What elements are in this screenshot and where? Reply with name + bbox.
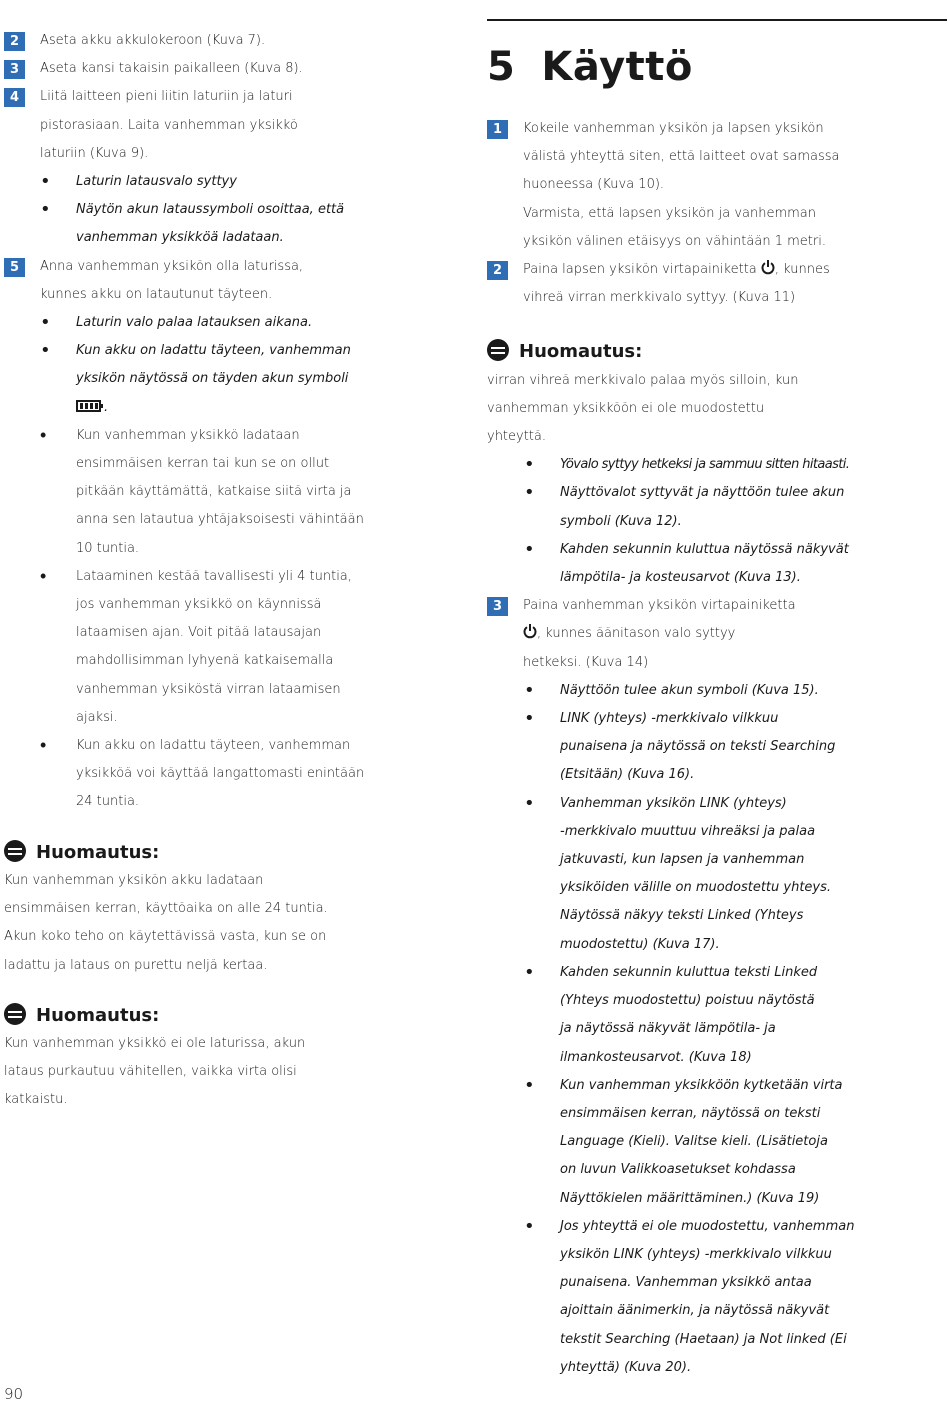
- step-text: , kunnes äänitason valo syttyy: [537, 626, 736, 642]
- list-item-text: Näytössä näkyy teksti Linked (Yhteys: [560, 908, 804, 924]
- list-item-text: yhteyttä) (Kuva 20).: [560, 1359, 692, 1375]
- list-item-text: anna sen latautua yhtäjaksoisesti vähintään: [76, 512, 364, 528]
- list-item-text: • Näyttövalot syttyvät ja näyttöön tulee akun: [560, 485, 845, 501]
- step-5: [4, 253, 466, 309]
- note-text: vanhemman yksikköön ei ole muodostettu: [487, 400, 765, 416]
- power-icon: [761, 259, 775, 275]
- list-item: [4, 422, 466, 563]
- list-item-text: • Yövalo syttyy hetkeksi ja sammuu sitten hitaasti.: [560, 457, 850, 473]
- list-item-text: • Kun akku on ladattu täyteen, vanhemman: [76, 343, 351, 359]
- step-text: Paina lapsen yksikön virtapainiketta: [523, 262, 761, 278]
- list-item-text: • Kun vanhemman yksikkö ladataan: [76, 427, 300, 443]
- right-column: [487, 0, 947, 1382]
- list-item-text: • Jos yhteyttä ei ole muodostettu, vanhemman: [560, 1218, 855, 1234]
- list-item: [487, 790, 947, 959]
- list-item: [487, 1213, 947, 1382]
- list-item-text: jatkuvasti, kun lapsen ja vanhemman: [560, 852, 805, 868]
- list-item-text: vanhemman yksikköä ladataan.: [76, 230, 284, 246]
- list-item-text: yksikön näytössä on täyden akun symboli: [76, 371, 349, 387]
- list-item: [4, 732, 466, 817]
- note-text: Kun vanhemman yksikkö ei ole laturissa, akun: [4, 1035, 306, 1051]
- power-icon: [523, 623, 537, 639]
- note-title: Huomautus:: [36, 841, 160, 863]
- list-item-text: tekstit Searching (Haetaan) ja Not linked (Ei: [560, 1331, 847, 1347]
- step-number-badge: 2: [4, 32, 25, 51]
- step-text: huoneessa (Kuva 10).: [523, 177, 665, 193]
- note-text: lataus purkautuu vähitellen, vaikka virta olisi: [4, 1064, 297, 1080]
- note-text: ensimmäisen kerran, käyttöaika on alle 24 tuntia.: [4, 901, 328, 917]
- step-text: välistä yhteyttä siten, että laitteet ovat samassa: [523, 149, 840, 165]
- list-item-text: mahdollisimman lyhyenä katkaisemalla: [76, 653, 334, 669]
- list-item-text: (Etsitään) (Kuva 16).: [560, 767, 695, 783]
- step-text: pistorasiaan. Laita vanhemman yksikkö: [40, 117, 298, 133]
- step-number-badge: 3: [4, 60, 25, 79]
- note-text: Kun vanhemman yksikön akku ladataan: [4, 872, 264, 888]
- section-rule: [487, 19, 947, 21]
- step-text: hetkeksi. (Kuva 14): [523, 654, 649, 670]
- list-item: [4, 196, 466, 252]
- step-number-badge: 1: [487, 120, 508, 139]
- list-item-text: • Laturin valo palaa latauksen aikana.: [76, 315, 313, 331]
- list-item-text: yksiköiden välille on muodostettu yhteys.: [560, 880, 832, 896]
- list-item-text: yksikön LINK (yhteys) -merkkivalo vilkkuu: [560, 1246, 832, 1262]
- list-item-text: ensimmäisen kerran, näytössä on teksti: [560, 1105, 821, 1121]
- note-text: virran vihreä merkkivalo palaa myös silloin, kun: [487, 372, 799, 388]
- list-item-text: • Kun akku on ladattu täyteen, vanhemman: [76, 738, 351, 754]
- list-item: [487, 959, 947, 1072]
- list-item-text: vanhemman yksiköstä virran lataamisen: [76, 681, 341, 697]
- note-body: [487, 367, 947, 452]
- list-item-text: 24 tuntia.: [76, 794, 140, 810]
- list-item: [4, 309, 466, 337]
- list-item-text: (Yhteys muodostettu) poistuu näytöstä: [560, 993, 815, 1009]
- list-item-text: • Laturin latausvalo syttyy: [76, 174, 237, 190]
- note-icon: [4, 840, 26, 862]
- section-number: 5: [487, 44, 516, 90]
- list-item-text: ilmankosteusarvot. (Kuva 18): [560, 1049, 752, 1065]
- list-item: [487, 677, 947, 705]
- list-item-text: Language (Kieli). Valitse kieli. (Lisätietoja: [560, 1134, 828, 1150]
- note-icon: [487, 339, 509, 361]
- list-item-text: punaisena ja näytössä on teksti Searching: [560, 739, 836, 755]
- list-item-text: • Kahden sekunnin kuluttua teksti Linked: [560, 964, 818, 980]
- list-item-text: Näyttökielen määrittäminen.) (Kuva 19): [560, 1190, 820, 1206]
- list-item-text: jos vanhemman yksikkö on käynnissä: [76, 597, 322, 613]
- note-text: yhteyttä.: [487, 429, 547, 445]
- step-text: Paina vanhemman yksikön virtapainiketta: [523, 598, 796, 614]
- step-text: Anna vanhemman yksikön olla laturissa,: [40, 258, 304, 274]
- list-item: [487, 479, 947, 535]
- list-item: [4, 563, 466, 732]
- note-body: [4, 867, 466, 980]
- list-item-text: symboli (Kuva 12).: [560, 513, 682, 529]
- note-text: katkaistu.: [4, 1092, 68, 1108]
- step-text: Aseta kansi takaisin paikalleen (Kuva 8).: [40, 61, 303, 77]
- list-item-text: • Lataaminen kestää tavallisesti yli 4 tuntia,: [76, 568, 352, 584]
- list-item-text: • Näyttöön tulee akun symboli (Kuva 15).: [560, 682, 819, 698]
- step-text: Kokeile vanhemman yksikön ja lapsen yksikön: [523, 121, 824, 136]
- list-item: [487, 536, 947, 592]
- list-item-text: ajoittain äänimerkin, ja näytössä näkyvät: [560, 1303, 830, 1319]
- list-item: [4, 168, 466, 196]
- step-text: yksikön välinen etäisyys on vähintään 1 metri.: [523, 233, 826, 249]
- page-number: 90: [4, 1385, 24, 1403]
- note-icon: [4, 1003, 26, 1025]
- step-3: [4, 55, 466, 83]
- list-item-text: ajaksi.: [76, 709, 118, 725]
- step-text-line: [523, 620, 947, 648]
- step-text: laturiin (Kuva 9).: [40, 145, 149, 161]
- list-item: [4, 337, 466, 422]
- list-item: [487, 451, 947, 479]
- list-item-text: • Kun vanhemman yksikköön kytketään virta: [560, 1077, 843, 1093]
- list-item-text: .: [104, 399, 109, 415]
- note-block: [487, 338, 947, 451]
- note-title: Huomautus:: [519, 341, 643, 363]
- list-item-text: lämpötila- ja kosteusarvot (Kuva 13).: [560, 570, 801, 586]
- step-text: vihreä virran merkkivalo syttyy. (Kuva 11): [523, 290, 796, 306]
- list-item-text: punaisena. Vanhemman yksikkö antaa: [560, 1275, 812, 1291]
- step-2: [4, 27, 466, 55]
- step-text: kunnes akku on latautunut täyteen.: [40, 286, 273, 302]
- step-text-line: [523, 256, 947, 284]
- note-text: ladattu ja lataus on purettu neljä kertaa.: [4, 957, 268, 973]
- list-item-text: on luvun Valikkoasetukset kohdassa: [560, 1162, 796, 1178]
- step-3: [487, 592, 947, 677]
- list-item: [487, 1072, 947, 1213]
- bullet-list: [487, 451, 947, 592]
- list-item-text: ja näytössä näkyvät lämpötila- ja: [560, 1021, 776, 1037]
- list-item-text: • Vanhemman yksikön LINK (yhteys): [560, 795, 787, 811]
- step-number-badge: 4: [4, 88, 25, 107]
- list-item-text: • Kahden sekunnin kuluttua näytössä näkyvät: [560, 541, 849, 557]
- bullet-list: [487, 677, 947, 1382]
- step-number-badge: 2: [487, 261, 508, 280]
- step-1: [487, 115, 947, 256]
- list-item-text: yksikköä voi käyttää langattomasti enintään: [76, 766, 365, 782]
- note-heading: [4, 1002, 466, 1030]
- list-item-text: pitkään käyttämättä, katkaise siitä virta ja: [76, 484, 352, 500]
- list-item-text: muodostettu) (Kuva 17).: [560, 936, 720, 952]
- note-heading: [4, 839, 466, 867]
- list-item: [487, 705, 947, 790]
- bullet-list: [4, 309, 466, 817]
- section-title: Käyttö: [541, 44, 693, 90]
- note-block: [4, 839, 466, 980]
- step-4: [4, 83, 466, 168]
- list-item-text: • Näytön akun lataussymboli osoittaa, että: [76, 202, 345, 218]
- list-item-text: lataamisen ajan. Voit pitää latausajan: [76, 625, 322, 641]
- list-item-text: ensimmäisen kerran tai kun se on ollut: [76, 456, 330, 472]
- section-heading: [487, 43, 947, 91]
- step-2: [487, 256, 947, 312]
- battery-full-icon: [76, 399, 104, 413]
- list-item-text: -merkkivalo muuttuu vihreäksi ja palaa: [560, 823, 816, 839]
- list-item-text: 10 tuntia.: [76, 540, 140, 556]
- bullet-list: [4, 168, 466, 253]
- step-text: Aseta akku akkulokeroon (Kuva 7).: [40, 33, 266, 48]
- step-text: , kunnes: [774, 262, 830, 278]
- left-column: [4, 27, 466, 1115]
- note-title: Huomautus:: [36, 1004, 160, 1026]
- note-block: [4, 1002, 466, 1115]
- step-text: Liitä laitteen pieni liitin laturiin ja laturi: [40, 89, 293, 105]
- note-body: [4, 1030, 466, 1115]
- step-number-badge: 5: [4, 258, 25, 277]
- step-text: Varmista, että lapsen yksikön ja vanhemman: [523, 205, 816, 221]
- note-text: Akun koko teho on käytettävissä vasta, kun se on: [4, 929, 327, 945]
- note-heading: [487, 338, 947, 366]
- battery-symbol-line: [76, 394, 466, 422]
- step-number-badge: 3: [487, 597, 508, 616]
- list-item-text: • LINK (yhteys) -merkkivalo vilkkuu: [560, 711, 779, 727]
